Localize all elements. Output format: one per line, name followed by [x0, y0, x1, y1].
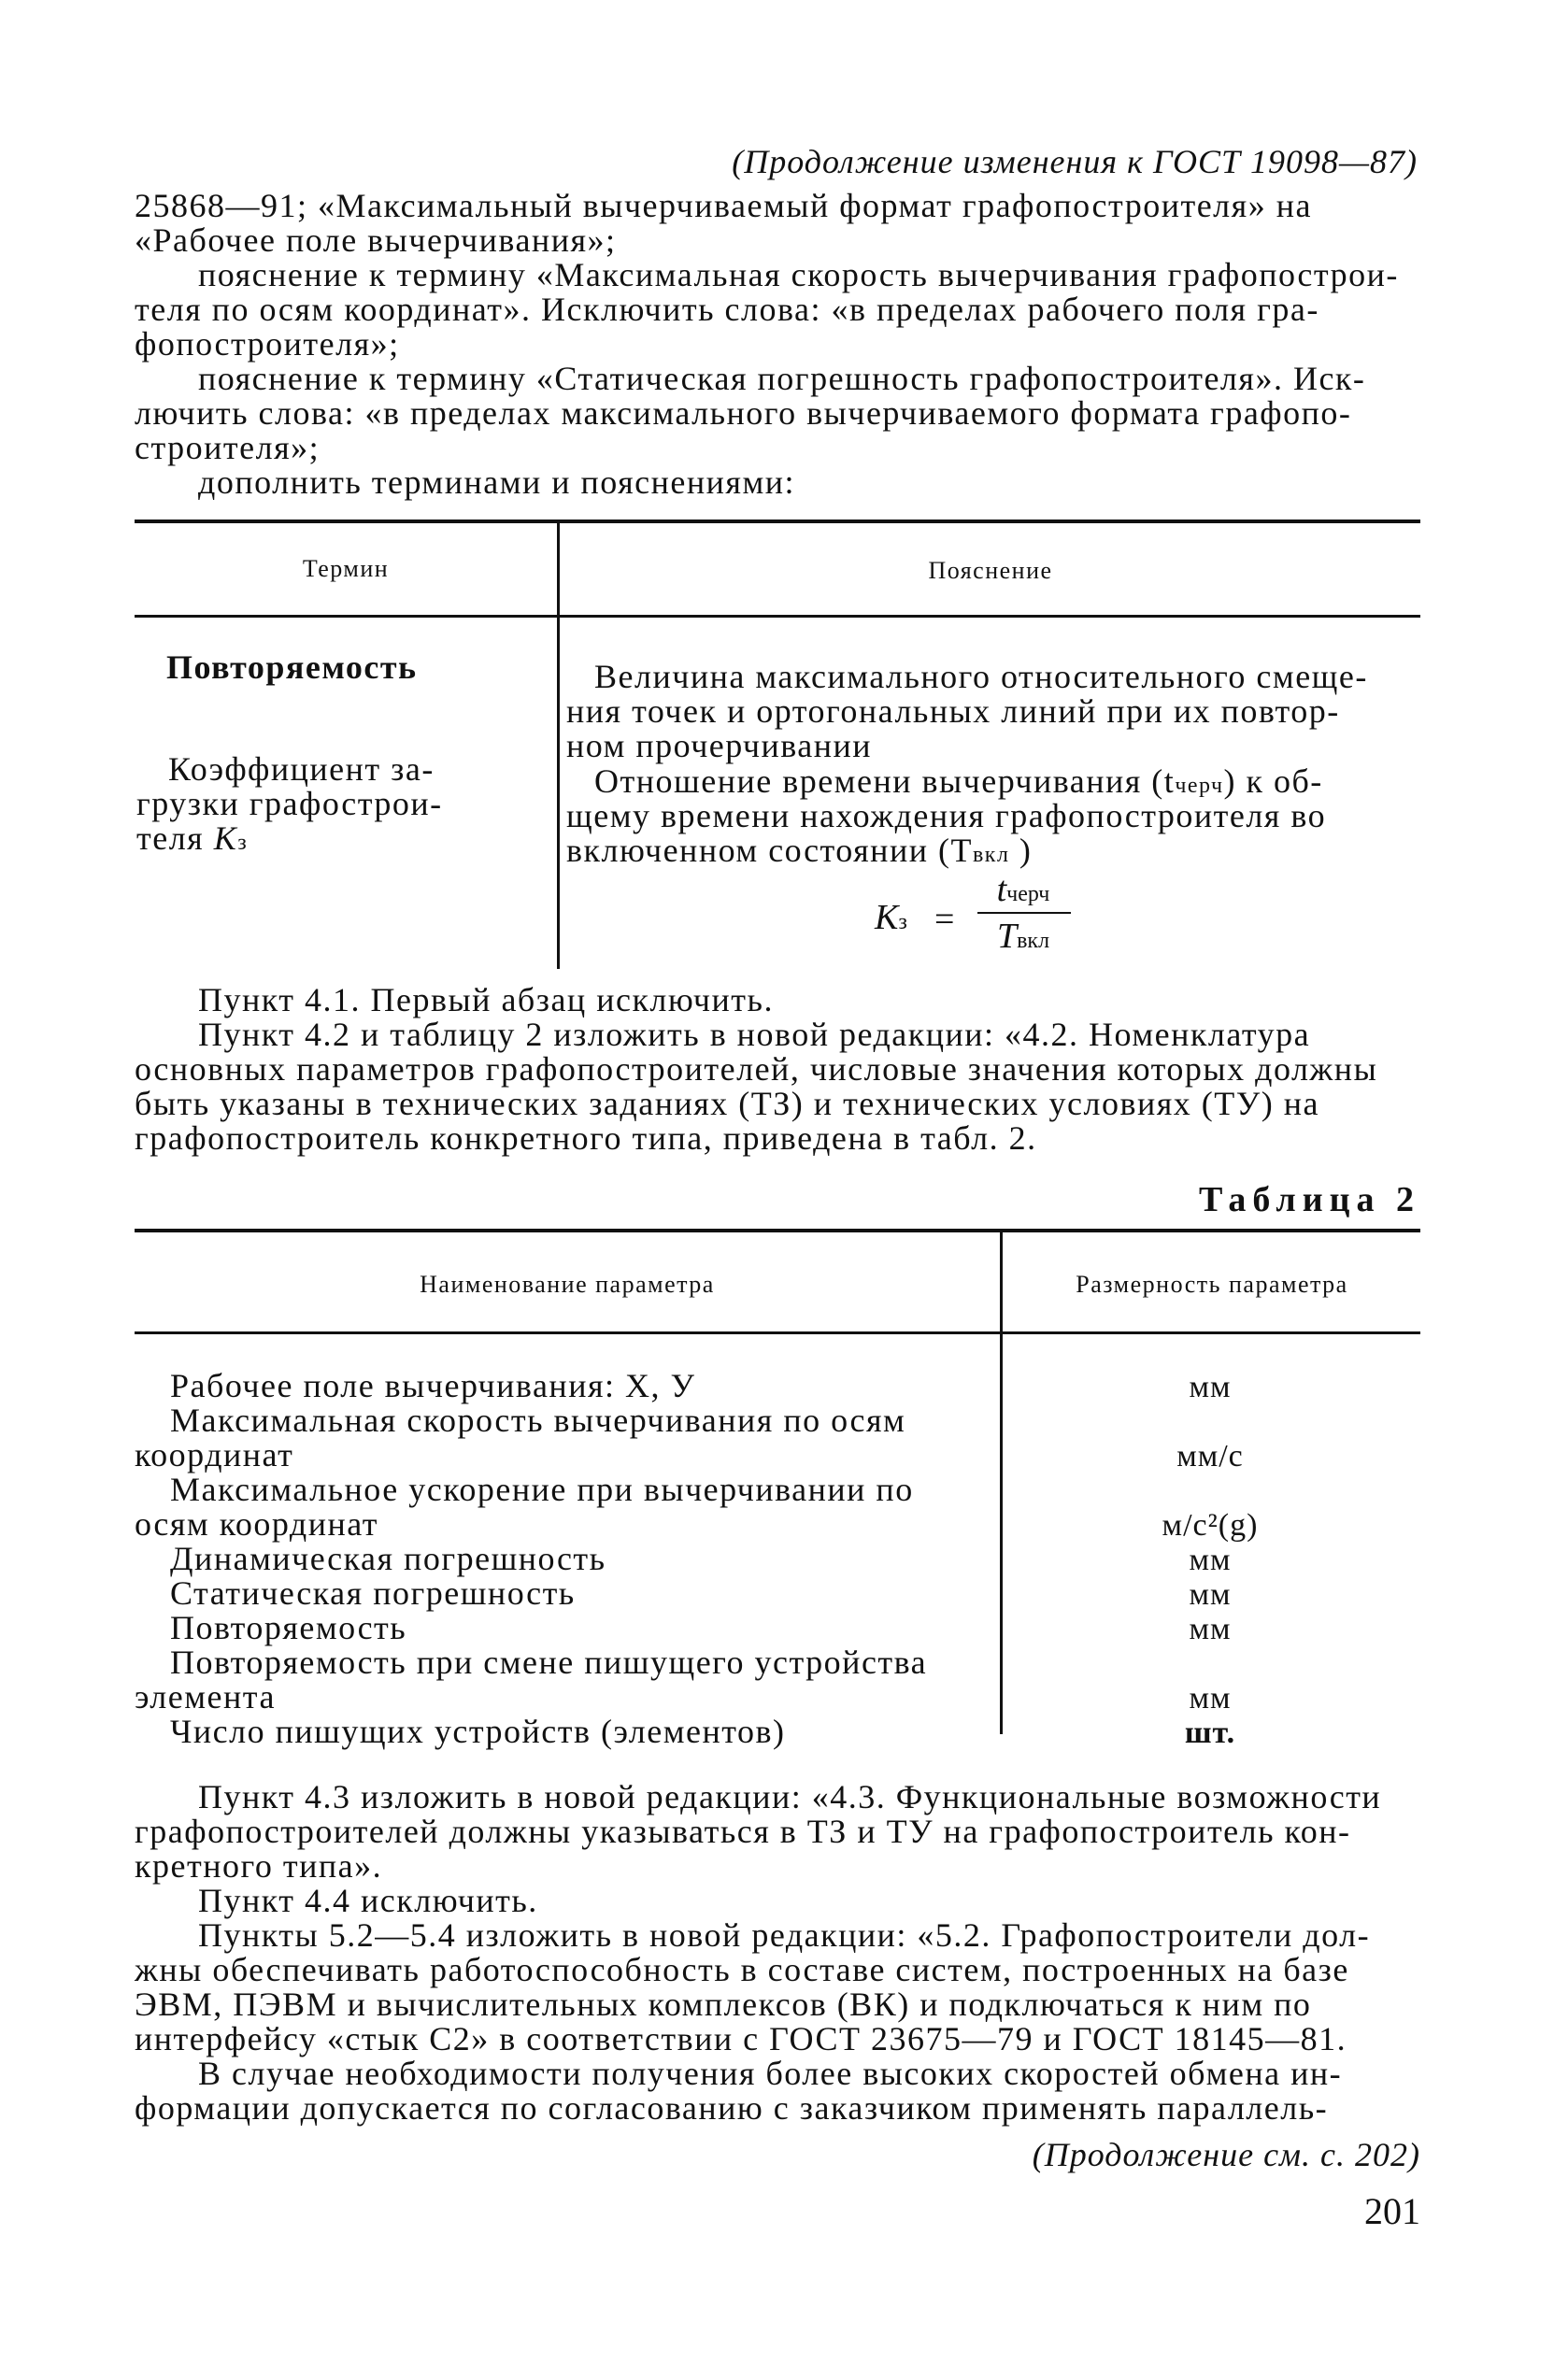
text-line: пояснение к термину «Максимальная скорость вычерчивания графопострои- [198, 256, 1399, 293]
table2-unit: м/с²(g) [1162, 1508, 1259, 1543]
coefficient-symbol: K [213, 819, 238, 857]
page-number: 201 [1364, 2190, 1420, 2232]
table2-param: Повторяемость при смене пишущего устройства [170, 1644, 928, 1681]
table1-term-word: теля [136, 819, 205, 857]
text-line: формации допускается по согласованию с заказчиком применять параллель- [135, 2089, 1329, 2127]
table1-explanation-line: включенном состоянии (Tвкл ) [566, 832, 1033, 869]
table1-header-explanation: Пояснение [928, 557, 1053, 584]
table1-term-line: грузки графострои- [136, 785, 443, 822]
text-line: Пункт 4.2 и таблицу 2 изложить в новой редакции: «4.2. Номенклатура [198, 1016, 1311, 1053]
formula-denominator: Tвкл [996, 917, 1050, 956]
table1-explanation-line: Отношение времени вычерчивания (tчерч) к об- [594, 762, 1323, 800]
table2-param: координат [135, 1436, 294, 1473]
fraction-bar [977, 912, 1071, 914]
table2-param: Число пишущих устройств (элементов) [170, 1713, 786, 1750]
table2-unit: мм/с [1176, 1439, 1244, 1473]
table1-header-term: Термин [302, 555, 390, 582]
formula-lhs: Kз [875, 898, 907, 937]
text-line: строителя»; [135, 429, 321, 466]
table1-explanation-line: щему времени нахождения графопостроителя во [566, 797, 1327, 834]
table2-unit: мм [1189, 1577, 1232, 1612]
table2-header-unit: Размерность параметра [1076, 1271, 1348, 1298]
table1-term-line: Коэффициент за- [168, 750, 435, 788]
text-line: жны обеспечивать работоспособность в составе систем, построенных на базе [135, 1951, 1349, 1988]
text-line: основных параметров графопостроителей, числовые значения которых должны [135, 1050, 1378, 1088]
table2-top-rule [135, 1229, 1420, 1232]
text-line: Пункт 4.4 исключить. [198, 1882, 538, 1919]
table1-header-rule [135, 615, 1420, 618]
table2-param: элемента [135, 1678, 276, 1715]
coefficient-subscript: з [237, 831, 249, 855]
table2-header-divider [1000, 1231, 1003, 1331]
table1-term: Повторяемость [166, 648, 418, 686]
table2-unit: мм [1189, 1370, 1232, 1404]
text-line: фопостроителя»; [135, 325, 400, 363]
text-line: Пункты 5.2—5.4 изложить в новой редакции: «5.2. Графопостроители дол- [198, 1916, 1371, 1954]
text-line: теля по осям координат». Исключить слова: «в пределах рабочего поля гра- [135, 291, 1319, 328]
text-line: лючить слова: «в пределах максимального вычерчиваемого формата графопо- [135, 394, 1352, 432]
table2-header-name: Наименование параметра [420, 1271, 715, 1298]
table1-term-line [136, 821, 533, 861]
table1-header-divider [557, 521, 560, 615]
table2-unit: мм [1189, 1543, 1232, 1577]
text-line: Пункт 4.1. Первый абзац исключить. [198, 981, 774, 1018]
formula-numerator: tчерч [996, 870, 1050, 909]
table1-explanation-line: ном прочерчивании [566, 727, 873, 764]
table2-caption: Таблица 2 [1198, 1180, 1420, 1219]
text-line: пояснение к термину «Статическая погрешность графопостроителя». Иск- [198, 360, 1366, 397]
continuation-note: (Продолжение см. с. 202) [1032, 2136, 1420, 2173]
text-line: кретного типа». [135, 1847, 383, 1885]
table2-param: Динамическая погрешность [170, 1540, 606, 1577]
text-line: быть указаны в технических заданиях (ТЗ) и технических условиях (ТУ) на [135, 1085, 1320, 1122]
table2-param: осям координат [135, 1505, 379, 1543]
table2-header-rule [135, 1331, 1420, 1334]
table2-param: Повторяемость [170, 1609, 407, 1646]
text-line: 25868—91; «Максимальный вычерчиваемый формат графопостроителя» на [135, 187, 1312, 224]
table2-param: Статическая погрешность [170, 1574, 576, 1612]
table2-param: Рабочее поле вычерчивания: X, У [170, 1367, 696, 1404]
table1-body-divider [557, 618, 560, 969]
table2-unit: мм [1189, 1612, 1232, 1646]
text-line: графопостроителей должны указываться в ТЗ и ТУ на графопостроитель кон- [135, 1813, 1351, 1850]
text-line: интерфейсу «стык С2» в соответствии с ГОСТ 23675—79 и ГОСТ 18145—81. [135, 2020, 1347, 2057]
table2-param: Максимальное ускорение при вычерчивании по [170, 1471, 914, 1508]
text-line: Пункт 4.3 изложить в новой редакции: «4.3. Функциональные возможности [198, 1778, 1382, 1815]
table2-param: Максимальная скорость вычерчивания по осям [170, 1402, 906, 1439]
text-line: ЭВМ, ПЭВМ и вычислительных комплексов (ВК) и подключаться к ним по [135, 1986, 1312, 2023]
table1-top-rule [135, 520, 1420, 523]
formula-equals: = [934, 900, 955, 939]
text-line: дополнить терминами и пояснениями: [198, 463, 796, 501]
text-line: графопостроитель конкретного типа, приведена в табл. 2. [135, 1119, 1037, 1157]
table1-explanation-line: ния точек и ортогональных линий при их повтор- [566, 692, 1340, 730]
text-line: В случае необходимости получения более высоких скоростей обмена ин- [198, 2055, 1343, 2092]
table1-explanation-line: Величина максимального относительного смеще- [594, 658, 1368, 695]
table2-unit: мм [1189, 1681, 1232, 1715]
text-line: «Рабочее поле вычерчивания»; [135, 221, 617, 259]
running-head: (Продолжение изменения к ГОСТ 19098—87) [732, 143, 1418, 180]
table2-unit: шт. [1184, 1715, 1236, 1750]
